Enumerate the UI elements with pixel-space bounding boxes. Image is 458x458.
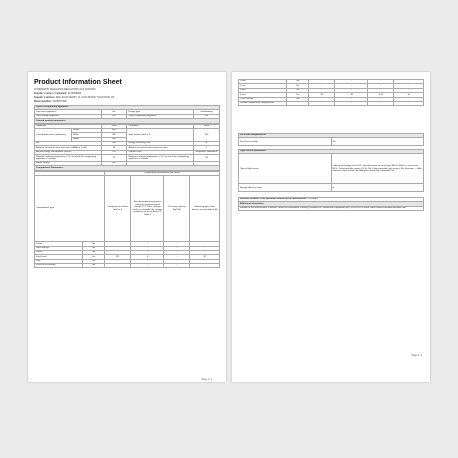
cell: - [394, 88, 424, 92]
cell: Low-noise appliance: [35, 110, 102, 114]
cell: No [101, 110, 127, 114]
sheet-title: Product Information Sheet [34, 79, 122, 86]
cell: - [105, 264, 131, 268]
cell: - [131, 259, 164, 263]
cell: - [105, 259, 131, 263]
cell: - [131, 250, 164, 254]
cell: No [101, 114, 127, 118]
cell: 13 [101, 155, 127, 162]
col-header: Compartment volume (dm³ or l) [105, 176, 131, 242]
cell: - [309, 97, 335, 101]
regulation-line: COMMISSION DELEGATED REGULATION (EU) 2019/2016 [34, 89, 96, 91]
cell: - [309, 84, 335, 88]
cell: Depth [72, 137, 102, 141]
supplier-line [34, 93, 81, 95]
table-row [239, 206, 424, 210]
table-row [239, 184, 424, 192]
cell: C [194, 146, 220, 150]
cell: - [335, 84, 368, 88]
type-heading: Type of refrigerating appliance: [35, 106, 220, 110]
cell: No [287, 88, 309, 92]
dim-label: Overall dimensions (millimetre) [35, 128, 72, 141]
cell: freestanding [194, 110, 220, 114]
cell: Width [72, 133, 102, 137]
cell: - [190, 242, 220, 246]
col-header: Parameter [127, 124, 194, 128]
total-volume-value: 304 [194, 128, 220, 141]
table-row [239, 138, 424, 146]
cell: 653 [101, 137, 127, 141]
fast-freeze-label: Fast freeze facility [239, 138, 332, 146]
cell: No [101, 162, 127, 166]
cell: - [105, 246, 131, 250]
light-table [238, 149, 424, 192]
light-type-value: Lighting technology used LED; Non-directional or directional: NDLS; Mains or non-mains: MLS; Connected light source (CLS): No; Colour-tuneable light source: No; Envelope: -; High luminance light source: No; Anti-glare shield: No; Dimmable: No [331, 154, 424, 184]
model-value: SCDD315WR [52, 101, 67, 103]
address-line [34, 97, 114, 99]
cell: - [287, 101, 309, 105]
cell: -18 [335, 93, 368, 97]
light-block [238, 149, 424, 192]
address-label: Supplier's address: [34, 97, 56, 99]
cell: - [335, 97, 368, 101]
cell: Wine storage appliance: [35, 114, 102, 118]
cell: Winter setting [35, 162, 102, 166]
address-value: RUE JULES FERRY 13, 91110 ROISSY SOUS BOIS, FR [55, 97, 115, 99]
cell: - [164, 250, 190, 254]
light-type-label: Type of light source [239, 154, 332, 184]
cell: 140 [101, 142, 127, 146]
cell: E [194, 142, 220, 146]
cell: Height [72, 128, 102, 132]
cell: No [83, 242, 105, 246]
col-header: Compartment type [35, 176, 105, 242]
cell: - [164, 255, 190, 259]
cell: temperate, subtropical [194, 150, 220, 154]
cell: No [83, 259, 105, 263]
cell: - [105, 242, 131, 246]
cell: Minimum ambient temperature (°C), for which the refrigerating appliance is suitable [35, 155, 102, 162]
general-table [34, 124, 220, 171]
cell: 93 [309, 93, 335, 97]
sheet-page-2 [232, 72, 430, 382]
general-heading: General product parameters: [35, 119, 220, 123]
cell: 1-star [239, 80, 287, 84]
cell: Airborne acoustical noise emissions (dB(A) re 1 pW) [35, 146, 102, 150]
cell: - [309, 101, 335, 105]
sheet-page-1 [28, 72, 226, 382]
eec-value: G [331, 184, 424, 192]
four-star-block [238, 133, 424, 146]
guarantee-table [238, 197, 424, 211]
cell: Other refrigerating appliance: [127, 114, 194, 118]
cell: M [190, 255, 220, 259]
comp-params-heading: Compartment parameters and values [105, 171, 220, 175]
model-label: Model identifier: [34, 101, 52, 103]
compartment-table-continued [238, 79, 424, 106]
cell: Pantry [35, 242, 83, 246]
table-row [35, 155, 220, 162]
cell: - [164, 264, 190, 268]
cell: - [368, 80, 394, 84]
cell: - [105, 250, 131, 254]
cell: - [190, 250, 220, 254]
col-header: Freezing capacity (kg/24h) [164, 176, 190, 242]
table-row [239, 101, 424, 105]
col-header: Value [194, 124, 220, 128]
cell: - [335, 80, 368, 84]
cell: - [190, 259, 220, 263]
cell: Wine storage [35, 246, 83, 250]
cell: 231 [101, 150, 127, 154]
cell: - [335, 88, 368, 92]
cell: - [394, 101, 424, 105]
cell: - [190, 264, 220, 268]
cell: 211 [105, 255, 131, 259]
guarantee-block [238, 197, 424, 211]
cell: Cellar [35, 250, 83, 254]
additional-text: Weblink to the manufacturer's website, where the information in point(4) of Annex of Commission Regulation (EU) 2019/2019 is found: https://www.schneiderconsumer.com [239, 206, 424, 210]
cell: M [394, 93, 424, 97]
cell: 2-star section [239, 97, 287, 101]
comp-heading: Compartment Parameters: [35, 166, 220, 170]
fast-freeze-value: No [331, 138, 424, 146]
supplier-label: Supplier's name or trademark: [34, 93, 68, 95]
cell: - [190, 246, 220, 250]
cell: Maximum ambient temperature (°C), for which the refrigerating appliance is suitable [127, 155, 194, 162]
cell: - [131, 246, 164, 250]
cell: - [394, 97, 424, 101]
cell: Airborne acoustical noise emission class [127, 146, 194, 150]
cell: 1862 [101, 128, 127, 132]
model-line [34, 101, 67, 103]
cell: Chill [35, 259, 83, 263]
cell: - [368, 97, 394, 101]
cell: - [131, 264, 164, 268]
table-header-row [35, 176, 220, 242]
cell: No [83, 246, 105, 250]
cell: No [287, 80, 309, 84]
table-row [35, 264, 220, 268]
cell: - [394, 84, 424, 88]
col-header: Parameter [35, 124, 102, 128]
compartment-table [34, 171, 220, 269]
four-star-heading: For 4-star compartments [239, 134, 424, 138]
type-table [34, 105, 220, 124]
cell: - [368, 84, 394, 88]
cell: - [368, 88, 394, 92]
cell: - [164, 242, 190, 246]
cell: No [287, 84, 309, 88]
four-star-table [238, 133, 424, 146]
cell: Fresh food [35, 255, 83, 259]
cell: - [309, 88, 335, 92]
supplier-value: SCHNEIDER [67, 93, 82, 95]
cell: Yes [83, 255, 105, 259]
col-header: Recommended temperature setting for optimised food storage (°C) These settings shall not contradict the storage conditions set out in Annex IV, Table 3 [131, 176, 164, 242]
cell: - [368, 101, 394, 105]
col-header: Value [101, 124, 127, 128]
cell: Energy efficiency class [127, 142, 194, 146]
cell: Annual energy consumption (kWh/a) [35, 150, 102, 154]
total-volume-label: Total volume (dm³ or l) [127, 128, 194, 141]
cell: - [309, 80, 335, 84]
table-row [239, 154, 424, 184]
cell: 4.15 [368, 93, 394, 97]
cell: 0-star or ice-making [35, 264, 83, 268]
col-header: Defrosting type (auto-defrost, manual defrost M) [190, 176, 220, 242]
cell: EEI [35, 142, 102, 146]
cell: No [83, 264, 105, 268]
page-number: Page 2 / 2 [411, 355, 422, 357]
cell: 38 [194, 155, 220, 162]
page-number: Page 1 / 2 [201, 379, 212, 381]
table-row [35, 128, 220, 132]
type-table-block [34, 105, 220, 268]
cell: 38 [101, 146, 127, 150]
additional-heading: Additional information: [239, 202, 424, 206]
cell: Variable temperature compartment [239, 101, 287, 105]
eec-label: Energy efficiency class [239, 184, 332, 192]
light-heading: Light source parameters: [239, 150, 424, 154]
cell: 4-star [239, 93, 287, 97]
cell: 3-star [239, 88, 287, 92]
cell: - [164, 246, 190, 250]
right-table-block [238, 79, 424, 106]
cell: Yes [287, 93, 309, 97]
cell: 595 [101, 133, 127, 137]
cell: No [287, 97, 309, 101]
cell: - [131, 242, 164, 246]
cell: - [335, 101, 368, 105]
cell: Design type: [127, 110, 194, 114]
guarantee-value: 24 months [307, 198, 318, 201]
cell: - [164, 259, 190, 263]
cell: Climate class: [127, 150, 194, 154]
cell: No [194, 114, 220, 118]
cell: - [394, 80, 424, 84]
cell: 2-star [239, 84, 287, 88]
guarantee-label: Minimum duration of the guarantee offered by the manufacturer: [240, 198, 307, 201]
cell: 4 [131, 255, 164, 259]
cell: No [83, 250, 105, 254]
